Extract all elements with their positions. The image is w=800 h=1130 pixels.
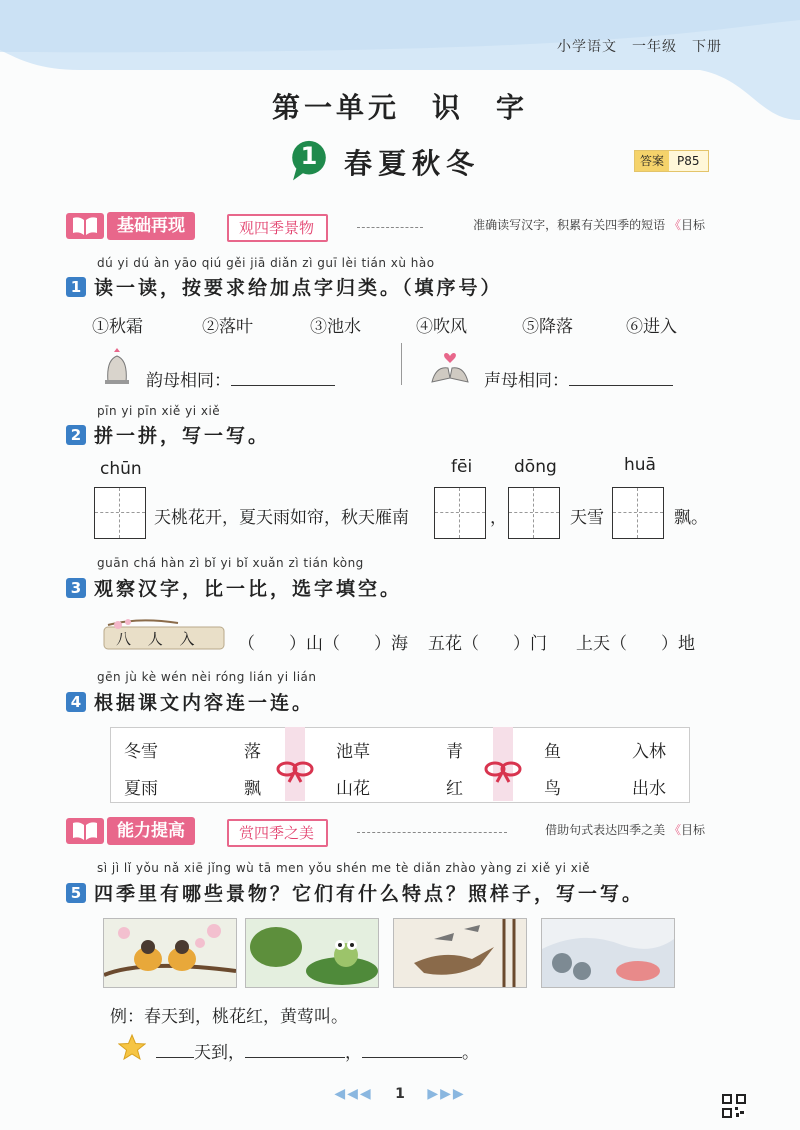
- q1-option: ⑤降落: [522, 317, 573, 337]
- box-pinyin: dōng: [514, 457, 557, 477]
- star-icon: [118, 1034, 146, 1060]
- winter-scene-icon: [542, 919, 674, 987]
- q2-sentence: 飘。: [674, 508, 708, 528]
- answer-page: P85: [677, 154, 700, 168]
- spring-scene-icon: [104, 919, 236, 987]
- autumn-scene-icon: [394, 919, 526, 987]
- q5-fill-text: ，: [345, 1043, 362, 1063]
- q1-option: ⑥进入: [626, 317, 677, 337]
- divider: [401, 343, 402, 385]
- q4-pinyin: gēn jù kè wén nèi róng lián yi lián: [97, 670, 317, 684]
- target-tag: 目标: [680, 218, 705, 232]
- q5-prompt: [66, 879, 644, 906]
- knot-icon: [484, 759, 522, 783]
- box-pinyin: fēi: [451, 457, 473, 477]
- match-item[interactable]: 青: [446, 742, 463, 762]
- q1-pinyin: dú yi dú àn yāo qiú gěi jiā diǎn zì guī lèi tián xù hào: [97, 256, 435, 270]
- matching-table: [110, 727, 690, 803]
- q5-text: 四季里有哪些景物？它们有什么特点？照样子，写一写。: [94, 883, 645, 905]
- summer-scene-icon: [246, 919, 378, 987]
- section-header-basics: [65, 212, 705, 240]
- match-item[interactable]: 红: [446, 779, 463, 799]
- match-item[interactable]: 鸟: [544, 779, 561, 799]
- knot-icon: [276, 759, 314, 783]
- q3-pinyin: guān chá hàn zì bǐ yi bǐ xuǎn zì tián kòng: [97, 556, 364, 570]
- page-footer: [0, 1086, 800, 1102]
- match-item[interactable]: 冬雪: [124, 742, 158, 762]
- unit-title: 第一单元 识 字: [271, 91, 528, 124]
- q1-right: [484, 366, 673, 391]
- q1-option: ④吹风: [416, 317, 467, 337]
- lesson-title: 春夏秋冬: [344, 147, 481, 180]
- section-subtitle: 赏四季之美: [227, 819, 328, 847]
- autumn-geese-image: [393, 918, 527, 988]
- q1-prompt: [66, 273, 503, 300]
- prev-arrows-icon: ◀◀◀: [334, 1086, 373, 1102]
- q3-number: 3: [66, 578, 86, 598]
- book-info: 小学语文 一年级 下册: [557, 39, 722, 55]
- section-target: 借助句式表达四季之美 《目标: [545, 823, 705, 837]
- box-pinyin: chūn: [100, 459, 142, 479]
- q1-right-blank[interactable]: [569, 385, 673, 386]
- q1-text: 读一读，按要求给加点字归类。（填序号）: [94, 277, 503, 299]
- section-title: 基础再现: [107, 212, 195, 240]
- match-item[interactable]: 山花: [336, 779, 370, 799]
- q5-blank[interactable]: [245, 1057, 345, 1058]
- q5-number: 5: [66, 883, 86, 903]
- match-item[interactable]: 鱼: [544, 742, 561, 762]
- match-item[interactable]: 落: [244, 742, 261, 762]
- q1-left-blank[interactable]: [231, 385, 335, 386]
- writing-box[interactable]: [508, 487, 560, 539]
- hands-heart-icon: [430, 348, 470, 384]
- q3-item: 上天（ ）地: [576, 634, 695, 654]
- q5-blank[interactable]: [362, 1057, 462, 1058]
- spring-birds-image: [103, 918, 237, 988]
- q2-sentence: ，: [490, 508, 507, 528]
- q3-item: 五花（ ）门: [428, 634, 547, 654]
- q4-prompt: [66, 688, 314, 715]
- q1-left-label: 韵母相同：: [146, 371, 231, 391]
- bell-icon: [100, 346, 134, 386]
- writing-box[interactable]: [434, 487, 486, 539]
- q2-text: 拼一拼，写一写。: [94, 425, 271, 447]
- target-text: 借助句式表达四季之美: [545, 823, 666, 837]
- q4-text: 根据课文内容连一连。: [94, 692, 315, 714]
- summer-frog-image: [245, 918, 379, 988]
- q1-left: [146, 366, 335, 391]
- match-item[interactable]: 入林: [632, 742, 666, 762]
- q5-fill-text: 天到，: [194, 1043, 245, 1063]
- q5-fill: [156, 1038, 479, 1063]
- section-subtitle: 观四季景物: [227, 214, 328, 242]
- qr-code-icon: [722, 1094, 746, 1118]
- match-item[interactable]: 池草: [336, 742, 370, 762]
- q1-option: ①秋霜: [92, 317, 143, 337]
- q1-option: ②落叶: [202, 317, 253, 337]
- section-target: 准确读写汉字，积累有关四季的短语 《目标: [473, 218, 705, 232]
- writing-box[interactable]: [94, 487, 146, 539]
- match-item[interactable]: 夏雨: [124, 779, 158, 799]
- q2-sentence: 天雪: [570, 508, 604, 528]
- open-book-icon: [65, 212, 105, 240]
- box-pinyin: huā: [624, 455, 656, 475]
- page-number: 1: [395, 1086, 405, 1102]
- target-text: 准确读写汉字，积累有关四季的短语: [473, 218, 666, 232]
- match-item[interactable]: 飘: [244, 779, 261, 799]
- scroll-chars: 八 人 入: [116, 630, 201, 648]
- answer-ref[interactable]: [634, 150, 709, 172]
- q5-fill-text: 。: [462, 1043, 479, 1063]
- next-arrows-icon: ▶▶▶: [427, 1086, 466, 1102]
- q5-blank[interactable]: [156, 1057, 194, 1058]
- winter-snow-image: [541, 918, 675, 988]
- writing-box[interactable]: [612, 487, 664, 539]
- q3-text: 观察汉字，比一比，选字填空。: [94, 578, 403, 600]
- q5-example: 例：春天到，桃花红，黄莺叫。: [110, 1007, 348, 1027]
- q3-prompt: [66, 574, 402, 601]
- q1-number: 1: [66, 277, 86, 297]
- lesson-number: 1: [300, 142, 318, 170]
- q2-pinyin: pīn yi pīn xiě yi xiě: [97, 404, 221, 418]
- q1-right-label: 声母相同：: [484, 371, 569, 391]
- q1-option: ③池水: [310, 317, 361, 337]
- q2-number: 2: [66, 425, 86, 445]
- divider: [357, 227, 423, 228]
- q4-number: 4: [66, 692, 86, 712]
- answer-label: 答案: [635, 151, 669, 171]
- q5-pinyin: sì jì lǐ yǒu nǎ xiē jǐng wù tā men yǒu shén me tè diǎn zhào yàng zi xiě yi xiě: [97, 861, 591, 875]
- match-item[interactable]: 出水: [632, 779, 666, 799]
- divider: [357, 832, 507, 833]
- q2-sentence: 天桃花开，夏天雨如帘，秋天雁南: [154, 508, 409, 528]
- target-tag: 目标: [680, 823, 705, 837]
- section-header-ability: [65, 817, 705, 845]
- q2-prompt: [66, 421, 270, 448]
- section-title: 能力提高: [107, 817, 195, 845]
- open-book-icon: [65, 817, 105, 845]
- q3-item: （ ）山（ ）海: [238, 634, 408, 654]
